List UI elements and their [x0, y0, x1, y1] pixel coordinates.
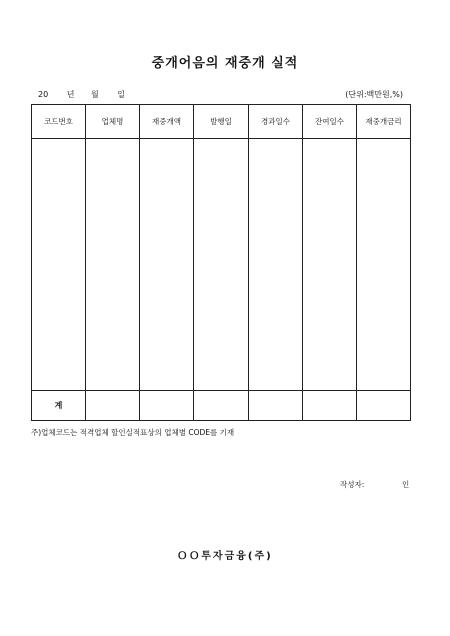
total-cell — [357, 391, 411, 421]
body-cell — [357, 139, 411, 391]
writer-label: 작성자: — [340, 480, 365, 489]
year-label: 년 — [66, 90, 75, 99]
body-cell — [86, 139, 140, 391]
footnote: 주)업체코드는 적격업체 할인실적표상의 업체별 CODE를 기재 — [31, 428, 235, 437]
header-company: 업체명 — [86, 105, 140, 139]
header-rediscount-amount: 재중개액 — [140, 105, 194, 139]
body-cell — [249, 139, 303, 391]
total-cell — [249, 391, 303, 421]
month-label: 월 — [91, 90, 99, 99]
document-title: 중개어음의 재중개 실적 — [151, 56, 299, 71]
date-line — [38, 89, 125, 100]
table-total-row — [32, 391, 411, 421]
table-body-row — [32, 139, 411, 391]
total-cell — [303, 391, 357, 421]
header-issue-date: 발행일 — [194, 105, 249, 139]
header-code: 코드번호 — [32, 105, 86, 139]
day-label: 일 — [117, 90, 126, 99]
total-cell — [86, 391, 140, 421]
seal-mark: 인 — [402, 480, 410, 489]
body-cell — [32, 139, 86, 391]
table-header-row — [32, 105, 411, 139]
total-cell — [194, 391, 249, 421]
year-prefix: 20 — [38, 90, 49, 99]
body-cell — [194, 139, 249, 391]
company-name: ＯＯ투자금융(주) — [177, 551, 273, 562]
header-rediscount-rate: 재중개금리 — [357, 105, 411, 139]
header-elapsed-days: 경과일수 — [249, 105, 303, 139]
body-cell — [303, 139, 357, 391]
report-table — [31, 104, 411, 421]
header-remaining-days: 잔여일수 — [303, 105, 357, 139]
unit-note: (단위:백만원,%) — [345, 90, 403, 99]
body-cell — [140, 139, 194, 391]
total-cell — [140, 391, 194, 421]
total-label: 계 — [32, 391, 86, 421]
